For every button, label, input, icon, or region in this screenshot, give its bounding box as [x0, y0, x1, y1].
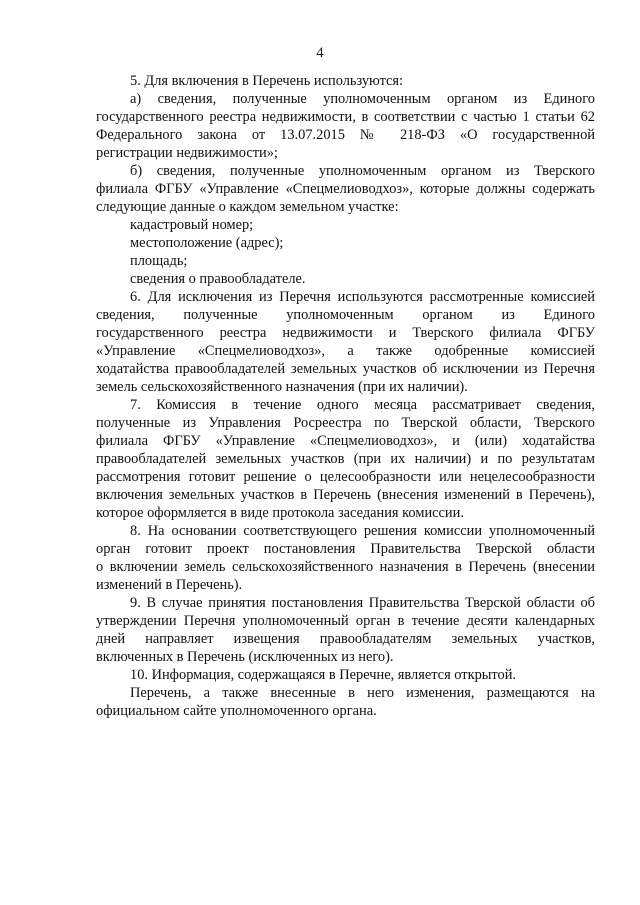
text-line: изменений в Перечень). — [96, 577, 243, 593]
text-line: полученные из Управления Росреестра по Тверской области, Тверского — [96, 415, 595, 431]
text-line: включенных в Перечень (исключенных из него). — [96, 649, 394, 665]
text-line: утверждении Перечня уполномоченный орган в течение десяти календарных — [96, 613, 595, 629]
text-line: Федерального закона от 13.07.2015 № 218-ФЗ «О государственной — [96, 127, 595, 143]
text-line: Перечень, а также внесенные в него изменения, размещаются на — [130, 685, 595, 701]
text-line: государственного реестра недвижимости и Тверского филиала ФГБУ — [96, 325, 595, 341]
text-line: следующие данные о каждом земельном участке: — [96, 199, 399, 215]
text-line: сведения, полученные уполномоченным органом из Единого — [96, 307, 595, 323]
text-line: государственного реестра недвижимости, в соответствии с частью 1 статьи 62 — [96, 109, 595, 125]
text-line: 9. В случае принятия постановления Правительства Тверской области об — [130, 595, 595, 611]
text-line: 5. Для включения в Перечень используются: — [130, 73, 404, 89]
text-line: официальном сайте уполномоченного органа. — [96, 703, 377, 719]
text-line: регистрации недвижимости»; — [96, 145, 278, 161]
text-line: местоположение (адрес); — [130, 235, 284, 251]
text-line: орган готовит проект постановления Правительства Тверской области — [96, 541, 595, 557]
text-line: сведения о правообладателе. — [130, 271, 306, 287]
text-line: 7. Комиссия в течение одного месяца рассматривает сведения, — [130, 397, 595, 413]
text-line: «Управление «Спецмелиоводхоз», а также одобренные комиссией — [96, 343, 595, 359]
text-line: филиала ФГБУ «Управление «Спецмелиоводхоз», и (или) ходатайства — [96, 433, 595, 449]
text-line: а) сведения, полученные уполномоченным органом из Единого — [130, 91, 595, 107]
page-number: 4 — [316, 45, 324, 61]
text-line: о включении земель сельскохозяйственного назначения в Перечень (внесении — [96, 559, 595, 575]
text-line: которое оформляется в виде протокола заседания комиссии. — [96, 505, 464, 521]
document-body — [96, 72, 595, 720]
text-line: площадь; — [130, 253, 188, 269]
text-line: филиала ФГБУ «Управление «Спецмелиоводхоз», которые должны содержать — [96, 181, 595, 197]
text-line: 8. На основании соответствующего решения комиссии уполномоченный — [130, 523, 595, 539]
text-line: земель сельскохозяйственного назначения (при их наличии). — [96, 379, 468, 395]
text-line: 10. Информация, содержащаяся в Перечне, является открытой. — [130, 667, 517, 683]
text-line: включения земельных участков в Перечень (внесения изменений в Перечень), — [96, 487, 595, 503]
text-line: рассмотрения готовит решение о целесообразности или нецелесообразности — [96, 469, 595, 485]
text-line: 6. Для исключения из Перечня используются рассмотренные комиссией — [130, 289, 595, 305]
text-line: кадастровый номер; — [130, 217, 254, 233]
text-line: правообладателей земельных участков (при их наличии) и по результатам — [96, 451, 595, 467]
text-line: ходатайства правообладателей земельных участков об исключении из Перечня — [96, 361, 595, 377]
text-line: б) сведения, полученные уполномоченным органом из Тверского — [130, 163, 595, 179]
text-line: дней направляет извещения правообладателям земельных участков, — [96, 631, 595, 647]
